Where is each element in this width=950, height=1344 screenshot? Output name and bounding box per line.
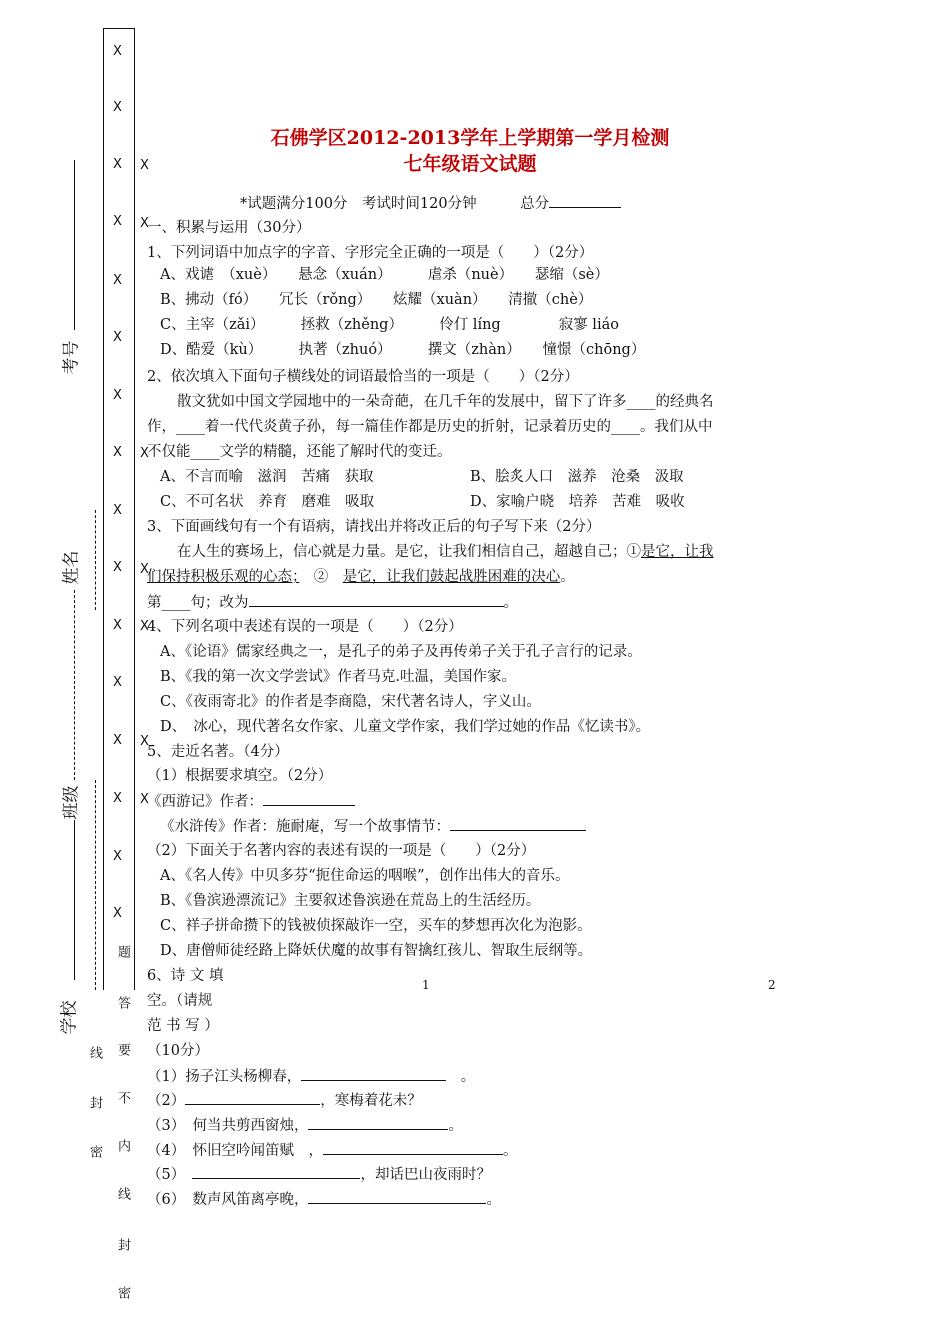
- q6-stem-2: 空。（请规: [147, 993, 213, 1009]
- q5-stem: 5、走近名著。（4分）: [147, 744, 289, 760]
- x-mark: X: [113, 849, 122, 864]
- q3-stem: 3、下面画线句有一个有语病，请找出并将改正后的句子写下来（2分）: [147, 519, 601, 535]
- q6-stem-4: （10分）: [147, 1043, 209, 1059]
- x-mark: X: [113, 100, 122, 115]
- q6-line-3: （3） 何当共剪西窗烛， 。: [147, 1115, 463, 1136]
- poem-blank-1[interactable]: [301, 1066, 446, 1081]
- x-mark: X: [113, 388, 122, 403]
- x-mark: X: [140, 216, 149, 231]
- poem-blank-3[interactable]: [308, 1115, 448, 1130]
- x-mark: X: [113, 503, 122, 518]
- seal-char: 内: [115, 1139, 130, 1152]
- x-mark: X: [113, 733, 122, 748]
- x-mark: X: [140, 792, 149, 807]
- q1-option-d[interactable]: D、酷爱（kù） 执著（zhuó） 撰文（zhàn） 憧憬（chōng）: [160, 342, 646, 358]
- x-mark: X: [113, 618, 122, 633]
- q1-option-c[interactable]: C、主宰（zǎi） 拯救（zhěng） 伶仃 líng 寂寥 liáo: [160, 317, 619, 333]
- seal-char: 线: [87, 1046, 102, 1059]
- poem-blank-4[interactable]: [323, 1140, 503, 1155]
- poem-blank-5[interactable]: [192, 1164, 360, 1179]
- x-mark: X: [113, 273, 122, 288]
- line-name[interactable]: [74, 590, 75, 780]
- binding-line-inner: [134, 28, 135, 990]
- exam-info: [240, 192, 621, 213]
- exam-title: 石佛学区2012-2013学年上学期第一学月检测: [270, 127, 670, 149]
- q2-option-a[interactable]: A、不言而喻 滋润 苦痛 获取: [160, 469, 374, 485]
- q4-stem: 4、下列名项中表述有误的一项是（ ）（2分）: [147, 619, 463, 635]
- q2-option-b[interactable]: B、脍炙人口 滋养 沧桑 汲取: [470, 469, 684, 485]
- q5-sub2: （2）下面关于名著内容的表述有误的一项是（ ）（2分）: [147, 843, 536, 859]
- q2-passage-3: 不仅能____文学的精髓，还能了解时代的变迁。: [147, 444, 452, 460]
- q6-line-6: （6） 数声风笛离亭晚， 。: [147, 1189, 501, 1210]
- seal-char: 要: [115, 1043, 130, 1056]
- seal-char: 不: [115, 1091, 130, 1104]
- page-number-1: 1: [422, 978, 430, 992]
- x-mark: X: [140, 562, 149, 577]
- exam-info-text: *试题满分100分 考试时间120分钟 总分: [240, 196, 550, 212]
- x-mark: X: [113, 445, 122, 460]
- q2-stem: 2、依次填入下面句子横线处的词语最恰当的一项是（ ）（2分）: [147, 369, 579, 385]
- x-mark: X: [113, 214, 122, 229]
- q4-option-c[interactable]: C、《夜雨寄北》的作者是李商隐，宋代著名诗人，字义山。: [160, 694, 541, 710]
- shuihu-plot-blank[interactable]: [450, 816, 586, 831]
- x-mark: X: [140, 446, 149, 461]
- q5-option-a[interactable]: A、《名人传》中贝多芬“扼住命运的咽喉”，创作出伟大的音乐。: [160, 868, 570, 884]
- q3-passage-1: 在人生的赛场上，信心就是力量。是它，让我们相信自己，超越自己；①是它，让我: [177, 544, 714, 560]
- q2-option-d[interactable]: D、家喻户晓 培养 苦难 吸收: [470, 494, 685, 510]
- x-mark: X: [140, 619, 149, 634]
- q6-line-5: （5） ，却话巴山夜雨时？: [147, 1164, 491, 1185]
- q5-sub1: （1）根据要求填空。（2分）: [147, 768, 333, 784]
- label-name: 姓名: [61, 550, 82, 585]
- seal-char: 密: [87, 1145, 102, 1158]
- q6-line-4: （4） 怀旧空吟闻笛赋 ， 。: [147, 1140, 517, 1161]
- x-mark: X: [113, 675, 122, 690]
- q2-passage-1: 散文犹如中国文学园地中的一朵奇葩，在几千年的发展中，留下了许多____的经典名: [177, 394, 714, 410]
- x-mark: X: [113, 330, 122, 345]
- x-mark: X: [140, 734, 149, 749]
- seal-char: 题: [115, 945, 130, 958]
- exam-subtitle: 七年级语文试题: [403, 153, 537, 175]
- poem-blank-6[interactable]: [308, 1189, 486, 1204]
- seal-char: 封: [87, 1096, 102, 1109]
- x-mark: X: [113, 791, 122, 806]
- line-name-2[interactable]: [95, 510, 96, 610]
- q5-shuihu: 《水浒传》作者：施耐庵，写一个故事情节：: [160, 816, 586, 837]
- q3-answer-blank[interactable]: [249, 592, 504, 607]
- q2-option-c[interactable]: C、不可名状 养育 磨难 吸取: [160, 494, 375, 510]
- q3-answer: 第____句；改为 。: [147, 592, 518, 613]
- q1-option-a[interactable]: A、戏谑 （xuè） 悬念（xuán） 虐杀（nuè） 瑟缩（sè）: [160, 267, 609, 283]
- q2-passage-2: 作，____着一代代炎黄子孙，每一篇佳作都是历史的折射，记录着历史的____。我们从中: [147, 419, 713, 435]
- q6-stem-1: 6、诗 文 填: [147, 968, 224, 984]
- line-exam-number[interactable]: [74, 160, 75, 330]
- seal-char: 答: [115, 996, 130, 1009]
- q6-line-2: （2） ，寒梅着花未？: [147, 1090, 422, 1111]
- x-mark: X: [113, 906, 122, 921]
- xiyouji-author-blank[interactable]: [263, 791, 355, 806]
- seal-char: 封: [115, 1238, 130, 1251]
- q3-passage-2: 们保持积极乐观的心态； ② 是它，让我们鼓起战胜困难的决心。: [147, 569, 575, 585]
- q4-option-d[interactable]: D、 冰心，现代著名女作家、儿童文学作家，我们学过她的作品《忆读书》。: [160, 719, 651, 735]
- x-mark: X: [113, 560, 122, 575]
- label-exam-number: 考号: [61, 340, 82, 375]
- poem-blank-2[interactable]: [185, 1090, 320, 1105]
- q1-stem: 1、下列词语中加点字的字音、字形完全正确的一项是（ ）（2分）: [147, 245, 594, 261]
- line-class[interactable]: [74, 820, 75, 980]
- binding-line-outer: [103, 28, 104, 990]
- q5-xiyouji: 《西游记》作者：: [147, 791, 355, 812]
- line-class-2[interactable]: [95, 780, 96, 990]
- q4-option-a[interactable]: A、《论语》儒家经典之一，是孔子的弟子及再传弟子关于孔子言行的记录。: [160, 644, 642, 660]
- total-score-blank[interactable]: [549, 193, 621, 208]
- x-mark: X: [140, 158, 149, 173]
- q5-option-d[interactable]: D、唐僧师徒经路上降妖伏魔的故事有智擒红孩儿、智取生辰纲等。: [160, 943, 593, 959]
- label-school: 学校: [59, 1000, 80, 1035]
- q5-option-b[interactable]: B、《鲁滨逊漂流记》主要叙述鲁滨逊在荒岛上的生活经历。: [160, 893, 541, 909]
- q1-option-b[interactable]: B、拂动（fó） 冗长（rǒng） 炫耀（xuàn） 清撤（chè）: [160, 292, 593, 308]
- label-class: 班级: [61, 785, 82, 820]
- seal-char: 密: [115, 1286, 130, 1299]
- page-number-2: 2: [768, 978, 776, 992]
- q4-option-b[interactable]: B、《我的第一次文学尝试》作者马克.吐温，美国作家。: [160, 669, 517, 685]
- x-mark: X: [113, 44, 122, 59]
- seal-char: 线: [115, 1187, 130, 1200]
- q6-line-1: （1）扬子江头杨柳春， 。: [147, 1066, 475, 1087]
- q6-stem-3: 范 书 写 ）: [147, 1018, 219, 1034]
- q5-option-c[interactable]: C、祥子拼命攒下的钱被侦探敲诈一空，买车的梦想再次化为泡影。: [160, 918, 592, 934]
- section-heading: 一、积累与运用（30分）: [147, 220, 311, 236]
- x-mark: X: [113, 157, 122, 172]
- binding-top-rule: [103, 28, 134, 29]
